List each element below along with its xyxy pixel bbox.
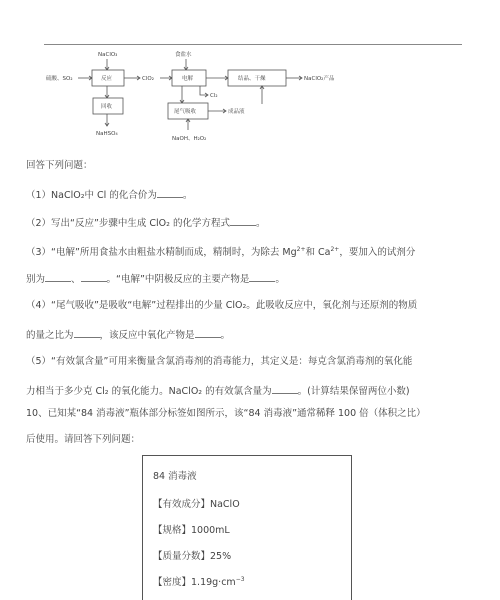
question-10-text-b: 后使用。请回答下列问题： [26,434,141,445]
answer-blank [272,384,298,394]
answer-blank [195,328,221,338]
label-ingredient: 【有效成分】NaClO [153,499,240,510]
intro-text: 回答下列问题： [26,160,93,171]
question-4-text-b: 的量之比为 [26,330,74,341]
answer-blank [157,188,183,198]
question-3-line-1 [26,244,415,259]
label-spec: 【规格】1000mL [153,525,230,536]
answer-blank [74,328,100,338]
question-2 [26,216,266,230]
question-4-text-a: （4）“尾气吸收”是吸收“电解”过程排出的少量 ClO₂。此吸收反应中，氧化剂与还原剂的物质 [26,300,418,311]
reactor-label: 反应 [101,76,113,82]
answer-blank [81,272,107,282]
product-label: NaClO₂产品 [304,76,335,82]
question-4-line-1 [26,300,417,312]
label-density-exponent: −3 [235,575,245,583]
question-3-line-2 [26,272,285,286]
cl2-outlet-line [200,86,208,95]
label-density-text: 【密度】1.19g·cm [153,577,236,588]
answer-blank [230,216,256,226]
question-1-text: （1）NaClO₂中 Cl 的化合价为 [26,190,157,201]
mg-charge: 2+ [296,246,306,253]
question-5-line-1 [26,356,412,368]
naoh-h2o2-label: NaOH、H₂O₂ [172,136,207,142]
label-title: 84 消毒液 [153,471,197,482]
question-4-text-mid: ，该反应中氧化产物是 [99,330,195,341]
ca-charge: 2+ [330,246,340,253]
question-4-line-2 [26,328,230,342]
question-3-text-tail: ，要加入的试剂分 [339,247,416,259]
recovery-label: 回收 [101,104,113,110]
question-5-line-2 [26,384,410,398]
clo2-label: ClO₂ [142,76,154,82]
answer-blank [45,272,71,282]
cl2-label: Cl₂ [210,93,218,99]
question-3b-mid: 、 [71,274,81,285]
question-10-line-2 [26,434,140,446]
label-density [153,574,245,588]
question-3b-tail: 。“电解”中阴极反应的主要产物是 [106,274,250,285]
question-5-text-a: （5）“有效氯含量”可用来衡量含氯消毒剂的消毒能力，其定义是：每克含氯消毒剂的氧化能 [26,356,413,367]
question-2-end: 。 [256,218,266,229]
naclo3-top-label: NaClO₃ [98,52,118,58]
question-10-line-1 [26,408,426,420]
electrolysis-label: 电解 [182,76,194,82]
tail-gas-label: 尾气吸收 [174,109,197,115]
question-10-text-a: 10、已知某“84 消毒液”瓶体部分标签如图所示，该“84 消毒液”通常稀释 100 倍（体积之比） [26,408,426,419]
question-4-end: 。 [220,330,231,341]
question-5-end: 。(计算结果保留两位小数) [297,386,410,397]
question-1 [26,188,192,202]
crystallize-label: 结晶、干燥 [238,76,266,82]
question-3b-text: 别为 [26,274,46,285]
disinfectant-label-box [142,455,352,600]
question-1-end: 。 [182,190,193,201]
answer-blank [249,272,275,282]
label-mass-fraction: 【质量分数】25% [153,551,232,562]
question-2-text: （2）写出“反应”步骤中生成 ClO₂ 的化学方程式 [26,218,230,229]
question-3-text-a: （3）“电解”所用食盐水由粗盐水精制而成，精制时，为除去 Mg [26,247,297,259]
brine-label: 食盐水 [175,52,192,58]
question-3-text-mid: 和 Ca [305,247,331,259]
process-flowchart [0,0,500,160]
feed-label: 硫酸、SO₂ [46,76,73,82]
intro-line [26,160,93,172]
finished-liquor-label: 成品液 [228,109,245,115]
question-3b-end: 。 [275,274,285,285]
nahso4-label: NaHSO₄ [96,131,118,137]
question-5-text-b: 力相当于多少克 Cl₂ 的氧化能力。NaClO₂ 的有效氯含量为 [26,386,272,397]
